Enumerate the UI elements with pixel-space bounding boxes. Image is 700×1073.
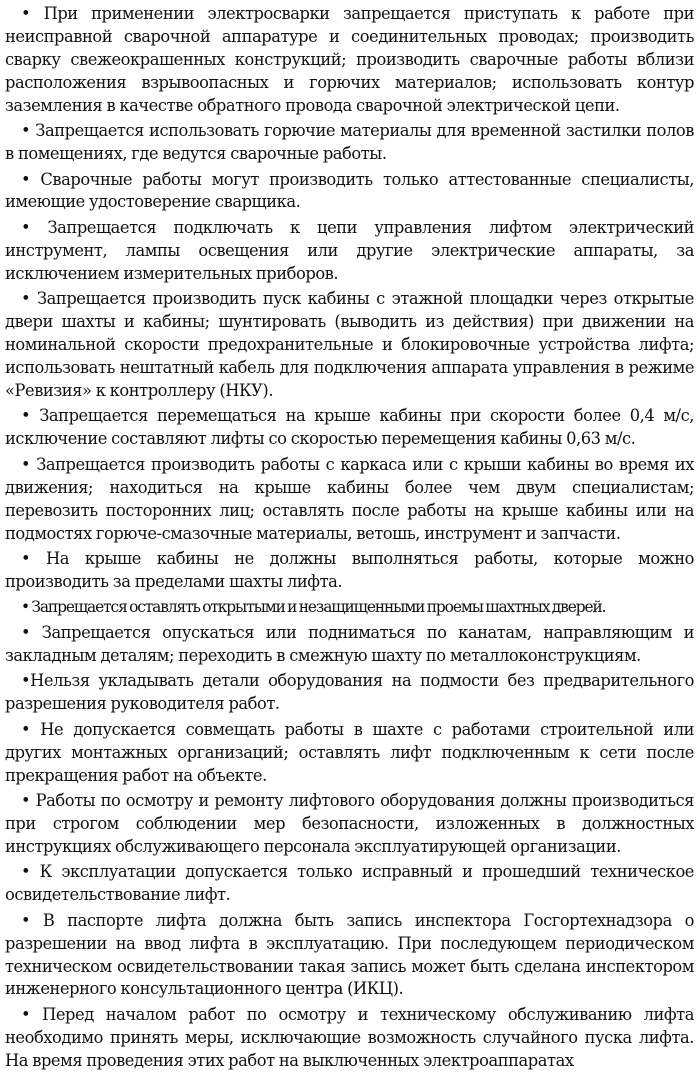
paragraph-combined-works: • Не допускается совмещать работы в шахте с работами строительной или других монтажных организаций; оставлять лифт подключенным к сети после прекращения работ на объекте. <box>5 719 694 785</box>
paragraph-roof-work-scope: • На крыше кабины не должны выполняться работы, которые можно производить за пределами шахты лифта. <box>5 549 694 591</box>
paragraph-roof-speed-limit: • Запрещается перемещаться на крыше кабины при скорости более 0,4 м/с, исключение составляют лифты со скоростью перемещения кабины 0,63 м/с. <box>5 406 694 449</box>
paragraph-certified-welders: • Сварочные работы могут производить только аттестованные специалисты, имеющие удостоверение сварщика. <box>5 169 694 212</box>
paragraph-inspection-safety: • Работы по осмотру и ремонту лифтового оборудования должны производиться при строгом соблюдении мер безопасности, изложенных в должностных инструкциях обслуживающего персонала эксплуатирующей организации. <box>5 791 694 856</box>
paragraph-operation-admission: • К эксплуатации допускается только исправный и прошедший техническое освидетельствование лифт. <box>5 862 694 905</box>
paragraph-roof-work-prohibitions: • Запрещается производить работы с каркаса или с крыши кабины во время их движения; находиться на крыше кабины более чем двум специалистам; перевозить посторонних лиц; оставлять после работы на крыше кабины или на подмостях горюче-смазочные материалы, ветошь, инструмент и запчасти. <box>5 454 694 543</box>
paragraph-cabin-start-prohibitions: • Запрещается производить пуск кабины с этажной площадки через открытые двери шахты и кабины; шунтировать (выводить из действия) при движении на номинальной скорости предохранительные и блокировочные устройства лифта; использовать нештатный кабель для подключения аппарата управления в режиме «Ревизия» к контроллеру (НКУ). <box>5 289 694 400</box>
paragraph-control-circuit-connection: • Запрещается подключать к цепи управления лифтом электрический инструмент, лампы освещения или другие электрические аппараты, за исключением измерительных приборов. <box>5 217 694 283</box>
paragraph-shaft-door-openings: • Запрещается оставлять открытыми и незащищенными проемы шахтных дверей. <box>21 598 606 617</box>
paragraph-scaffold-parts: •Нельзя укладывать детали оборудования на подмости без предварительного разрешения руководителя работ. <box>5 671 694 714</box>
paragraph-passport-record: • В паспорте лифта должна быть запись инспектора Госгортехнадзора о разрешении на ввод лифта в эксплуатацию. При последующем периодическом техническом освидетельствовании такая запись может быть сделана инспектором инженерного консультационного центра (ИКЦ). <box>5 910 694 999</box>
paragraph-flammable-floor-covering: • Запрещается использовать горючие материалы для временной застилки полов в помещениях, где ведутся сварочные работы. <box>5 121 694 164</box>
paragraph-maintenance-start: • Перед началом работ по осмотру и техническому обслуживанию лифта необходимо принять меры, исключающие возможность случайного пуска лифта. На время проведения этих работ на выключенных электроаппаратах <box>5 1004 694 1070</box>
paragraph-welding-restrictions: • При применении электросварки запрещается приступать к работе при неисправной сварочной аппаратуре и соединительных проводах; производить сварку свежеокрашенных конструкций; производить сварочные работы вблизи расположения взрывоопасных и горючих материалов; использовать контур заземления в качестве обратного провода сварочной электрической цепи. <box>5 4 694 115</box>
paragraph-rope-climbing: • Запрещается опускаться или подниматься по канатам, направляющим и закладным деталям; переходить в смежную шахту по металлоконструкциям. <box>5 622 694 665</box>
